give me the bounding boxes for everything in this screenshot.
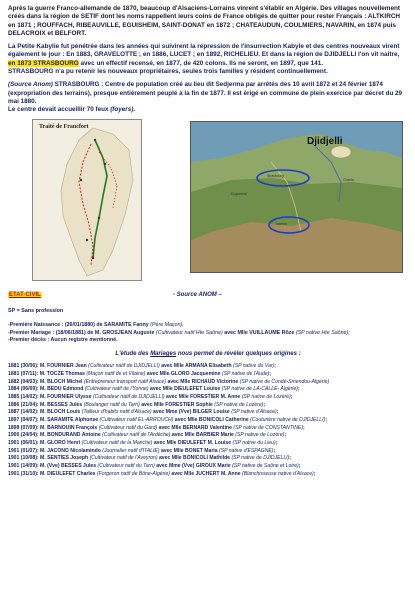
map-djidjelli-svg xyxy=(191,122,402,272)
source-text-end: . xyxy=(133,105,136,113)
marriage-a: M. GLORO Henri xyxy=(40,439,81,446)
first-birth xyxy=(8,322,408,329)
marriage-ai: (Tailleur d'habits natif d'Alsace) xyxy=(81,409,152,416)
marriage-a: M. BEDU Edmond xyxy=(40,386,84,393)
marriage-row xyxy=(8,379,408,387)
source-label: (Source Anom) xyxy=(8,81,53,89)
etude-heading xyxy=(8,351,408,357)
first-birth-label: -Première Naissance : (26/01/1880) de SARAMITE Fanny xyxy=(8,322,149,329)
marriage-d: 1886 (21/04): xyxy=(8,401,39,408)
marriage-b: avec Mlle BONICOLI Catherine xyxy=(174,417,249,423)
marriage-row xyxy=(8,417,408,425)
marriage-a: M. BLOCH Michel xyxy=(40,378,83,385)
marriage-ai: (Cultivateur natif de l'Aveyron) xyxy=(89,455,158,462)
marriage-ai: (Cultivateur natif de l'Ardèche) xyxy=(102,432,171,439)
source-text-foyers: (foyers) xyxy=(110,105,134,113)
marriage-row xyxy=(8,440,408,448)
intro-text-2b: avec un effectif recensé, en 1877, de 420 colons. Ils ne seront, en 1897, que 141. xyxy=(80,59,324,67)
marriage-ai: (Journalier natif d'ITALIE) xyxy=(102,447,160,454)
marriage-e: ; xyxy=(297,386,300,393)
first-death: -Premier décès : Aucun registre mentionné. xyxy=(8,337,118,343)
marriage-bi: (SP native de CONSTANTINE) xyxy=(233,424,304,431)
marriage-row xyxy=(8,402,408,410)
intro-text-2c: STRASBOURG n'a pu retenir les nouveaux propriétaires, seules trois familles y résident continuellement. xyxy=(8,68,328,76)
town-strasbourg: Strasbourg xyxy=(267,174,284,179)
marriage-bi: (SP native de Lozère) xyxy=(241,394,291,401)
marriage-ai: (Cultivateur natif du Tarn) xyxy=(97,462,155,469)
marriage-row xyxy=(8,371,408,379)
marriage-a: M. FOURNIER Ulysse xyxy=(40,394,92,401)
source-paragraph xyxy=(8,81,408,114)
marriage-a: M. BONDURAND Antoine xyxy=(40,432,101,439)
marriage-d: 1887 (14/02): xyxy=(8,409,39,416)
marriage-d: 1901 (10/08): xyxy=(8,455,39,462)
marriage-row xyxy=(8,463,408,471)
marriage-e: ; xyxy=(275,439,278,446)
marriage-a: M. SARAMITE Alphonse xyxy=(40,417,99,423)
first-events-list xyxy=(8,322,408,344)
marriage-b: avec Mlle BERNARD Valentine xyxy=(158,424,232,431)
marriage-bi: (SP native d'ESPAGNE) xyxy=(218,447,274,454)
etat-civil-title: ETAT-CIVIL xyxy=(9,292,41,299)
marriage-e: ; xyxy=(290,394,293,401)
marriage-bi: (SP native de Saône et Loire) xyxy=(232,462,299,469)
marriage-ai: (Cultivateur natif de l'Yonne) xyxy=(84,386,149,393)
marriage-a: M. DIEULEFET Charles xyxy=(40,470,96,477)
etude-mariages: Mariages xyxy=(150,351,177,358)
marriage-b: avec Mme (Vve) GIROUX Marie xyxy=(156,462,231,469)
marriage-ai: (Cultivateur natif de la Manche) xyxy=(81,439,153,446)
page xyxy=(8,5,408,478)
marriage-b: avec Mlle DIEULEFET M. Louise xyxy=(153,439,232,446)
marriage-bi: (SP native du Var) xyxy=(233,363,275,370)
marriage-b: avec Mlle BARBIER Marie xyxy=(171,432,234,439)
marriage-row xyxy=(8,448,408,456)
marriage-row xyxy=(8,394,408,402)
marriage-e: ; xyxy=(263,401,266,408)
marriage-d: 1882 (04/03): xyxy=(8,378,39,385)
marriage-a: M. (Vve) BESSES Jules xyxy=(40,462,97,469)
map-title: Traité de Francfort xyxy=(39,124,89,131)
sp-legend: SP = Sans profession xyxy=(8,308,64,315)
marriage-b: avec Mlle FORESTIER Sophie xyxy=(141,401,213,408)
marriage-e: ; xyxy=(313,470,316,477)
first-marriage-label: -Premier Mariage : (18/06/1881) de M. GROSJEAN Auguste xyxy=(8,329,155,336)
marriage-bi: (SP native de LA-CALLE- Algérie) xyxy=(221,386,298,393)
source-text: STRASBOURG : Centre de population créé au lieu dit Sedjerma par arrêtés des 10 avril 1872 et 24 février 1874 (expropriation des terrains), presque entièrement peuplé à la fin de 1877. Il est érigé en commune de plein exercice par décret du 29 mai 1880. xyxy=(8,81,403,105)
marriage-a: M. BARNOUIN François xyxy=(40,424,98,431)
marriage-a: M. FOURNIER Jean xyxy=(40,363,87,370)
marriage-ai: (Boulanger natif du Tarn) xyxy=(83,401,140,408)
marriage-e: ; xyxy=(273,447,276,454)
marriage-d: 1901 (06/01): xyxy=(8,439,39,446)
intro-text-2a: La Petite Kabylie fut pénétrée dans les années qui suivirent la répression de l'insurrection Kabyle et des centres nouveaux virent également le jour : En 1883, GRAVELOTTE ; en 1886, LUCET ; en 1892, RICHELIEU. Et dans la région de DJIDJELLI l'on vit naitre, xyxy=(8,43,400,59)
map-traite-francfort xyxy=(32,119,142,281)
etat-civil-header xyxy=(8,292,408,302)
map-city-label: Djidjelli xyxy=(307,136,343,148)
marriage-ai: (Cultivateur natif de DJIDJELLI) xyxy=(92,394,165,401)
marriage-b: avec Mme (Vve) BILGER Louise xyxy=(153,409,230,416)
town-tazerna: Tazerna xyxy=(275,222,288,227)
marriage-row xyxy=(8,363,408,371)
marriage-bi: (SP native du Lieu) xyxy=(232,439,276,446)
first-marriage-note: (Cultivateur natif Hte Saône) xyxy=(155,329,223,336)
marriage-bi: (Blanchisseuse native d'Alsace) xyxy=(242,470,314,477)
marriage-d: 1884 (06/09): xyxy=(8,386,39,393)
marriage-b: avec Mlle FORESTIER M. Anne xyxy=(166,394,241,401)
marriage-d: 1885 (14/02): xyxy=(8,394,39,401)
marriage-d: 1901 (01/07): xyxy=(8,447,39,454)
marriage-e: ; xyxy=(298,462,301,469)
marriage-ai: (Maçon natif de et Vilaine) xyxy=(86,371,146,378)
map-djidjelli xyxy=(190,121,403,273)
marriage-e: ; xyxy=(289,455,291,462)
marriage-d: 1897 (04/07): xyxy=(8,417,39,423)
marriage-b: avec Mlle ARMANA Elisabeth xyxy=(161,363,232,370)
etude-post: nous permet de révéler quelques origines : xyxy=(177,351,301,358)
intro-paragraph-2 xyxy=(8,43,408,76)
marriage-d: 1900 (24/04): xyxy=(8,432,39,439)
intro-text-1: Après la guerre Franco-allemande de 1870, beaucoup d'Alsaciens-Lorrains vinrent s'établir en Algérie. Des villages nouvellement créés dans la région de SETIF dont les noms rappellent leurs coins de France obligés de quitter pour rester Français : ALTKIRCH en 1871 ; ROUFFACH, RIBEAUVILLE, EGUISHEIM, SAINT-DONAT en 1872 ; CHATEAUDUN, COULMIERS, NAVARIN, en 1874 puis DELACROIX et BELFORT. xyxy=(8,5,401,37)
marriage-bi: (Couturière native de DJIDJELLI) xyxy=(250,417,326,423)
marriage-ai: (Entrepreneur transport natif Alsace) xyxy=(83,378,167,385)
marriage-a: M. BLOCH Louis xyxy=(40,409,81,416)
first-birth-note: (Père Maçon). xyxy=(150,322,184,329)
marriage-e: ; xyxy=(276,409,279,416)
marriage-bi: (SP native de Condé-Smendou-Algérie) xyxy=(239,378,330,385)
marriage-bi: (SP native de Lozère) xyxy=(214,401,264,408)
marriage-ai: (Forgeron natif de Bône-Algérie) xyxy=(96,470,170,477)
marriage-row xyxy=(8,425,408,433)
marriage-d: 1898 (07/09): xyxy=(8,424,39,431)
marriage-row xyxy=(8,386,408,394)
marriage-ai: (Cultivateur natif de DJIDJELLI) xyxy=(88,363,160,370)
etat-civil-source: - Source ANOM – xyxy=(173,292,222,299)
marriage-row xyxy=(8,455,408,463)
marriage-b: avec Mlle JUCHERT M. Anne xyxy=(171,470,241,477)
marriage-d: 1901 (31/10): xyxy=(8,470,39,477)
town-duquesne: Duquesne xyxy=(231,192,247,197)
marriage-b: avec Mlle BONET Maria xyxy=(160,447,218,454)
marriage-row xyxy=(8,409,408,417)
first-marriage-note-2: (SP native Hte Saône); xyxy=(295,329,350,336)
etude-pre: L'étude des xyxy=(115,351,149,358)
marriage-a: M. BESSES Jules xyxy=(40,401,83,408)
marriage-a: M. SENTIES Joseph xyxy=(40,455,89,462)
map-traite-svg xyxy=(33,120,141,280)
marriage-row xyxy=(8,471,408,479)
intro-paragraph-1 xyxy=(8,5,408,38)
maps-row xyxy=(8,119,408,284)
marriage-bi: (SP native de l'Aude) xyxy=(221,371,270,378)
marriage-row xyxy=(8,432,408,440)
marriage-d: 1901 (14/09): xyxy=(8,462,39,469)
marriage-b: avec Mlle BONICOLI Mathilde xyxy=(158,455,231,462)
marriage-b: avec Mlle GLORO Jacquemine xyxy=(146,371,221,378)
marriage-d: 1881 (07/11): xyxy=(8,371,39,378)
town-chekfa: Chekfa xyxy=(343,178,354,183)
marriage-bi: (SP native de DJIDJELLI) xyxy=(231,455,290,462)
marriage-b: avec Mlle RICHAUD Victorine xyxy=(167,378,239,385)
first-marriage xyxy=(8,330,408,337)
marriage-a: M. JACONO Nicolamindo xyxy=(40,447,101,454)
marriage-e: ; xyxy=(325,417,327,423)
marriage-e: ; xyxy=(284,432,287,439)
marriage-a: M. TOCZE Thomas xyxy=(39,371,85,378)
marriage-e: ; xyxy=(274,363,276,370)
marriage-b: avec Mlle DIEULEFET Louise xyxy=(150,386,221,393)
marriage-ai: (Cultivateur natif du Gard) xyxy=(98,424,158,431)
source-text-b: Le centre devait accueillir 70 feux xyxy=(8,105,109,113)
marriage-bi: (SP native d'Alsace) xyxy=(231,409,277,416)
first-marriage-mid: avec Mlle VUILLAUME Rôze xyxy=(224,329,295,336)
marriage-e: ; xyxy=(303,424,305,431)
marriage-d: 1881 (30/06): xyxy=(8,363,39,370)
marriage-e: ; xyxy=(269,371,272,378)
marriages-list xyxy=(8,363,408,478)
highlight-strasbourg: en 1873 STRASBOURG xyxy=(8,59,79,67)
marriage-ai: (Cultivateur natif EL-ARROUCH) xyxy=(99,417,174,423)
marriage-bi: (SP native de Lozère) xyxy=(235,432,285,439)
